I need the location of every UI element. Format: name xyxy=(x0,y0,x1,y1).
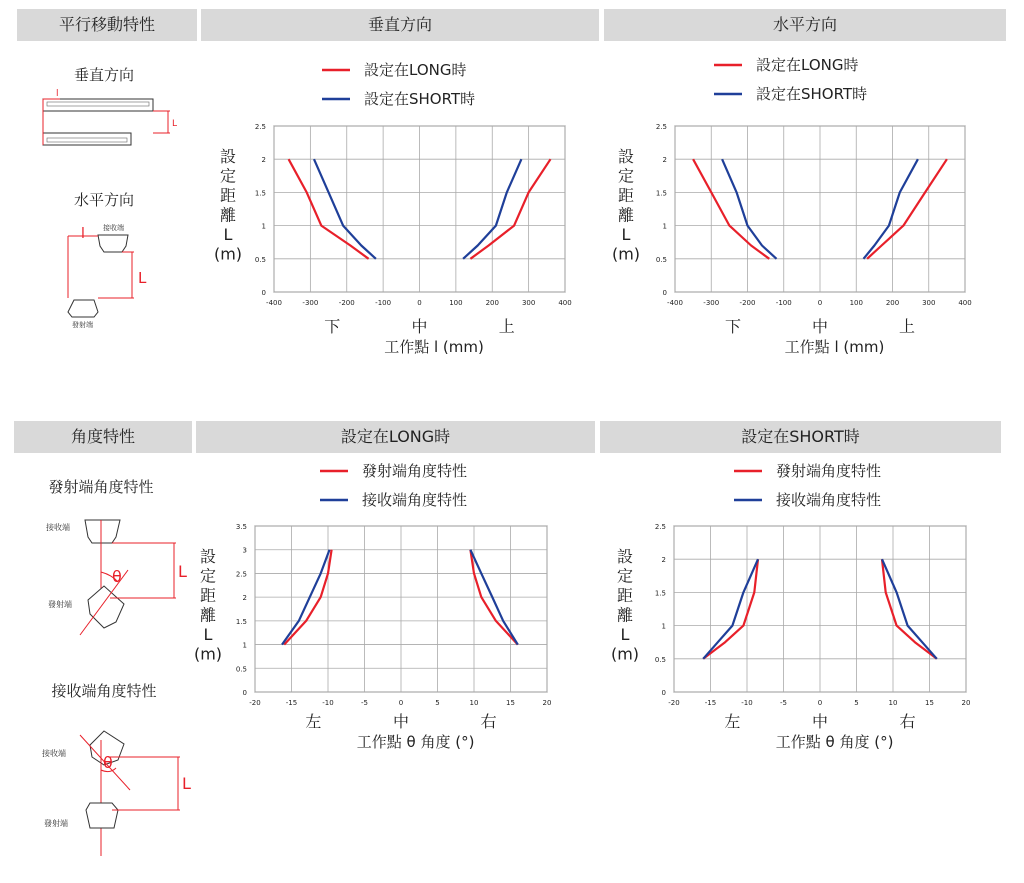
emitter-label: 發射端 xyxy=(72,321,93,329)
y-axis-label: 定 xyxy=(219,166,237,186)
legend-label: 設定在SHORT時 xyxy=(756,85,868,103)
x-tick-label: -200 xyxy=(739,299,756,307)
y-axis-label: 距 xyxy=(616,586,634,605)
x-tick-label: -20 xyxy=(249,699,261,707)
y-tick-label: 1 xyxy=(662,222,667,231)
distance-l-label: L xyxy=(178,562,187,581)
receiver-label: 接收端 xyxy=(42,749,66,758)
direction-label: 左 xyxy=(305,712,322,731)
x-tick-label: -100 xyxy=(375,299,392,307)
x-axis-label: 工作點 l (mm) xyxy=(384,338,484,356)
x-tick-label: 5 xyxy=(435,699,440,707)
distance-l-label: L xyxy=(182,774,191,793)
y-tick-label: 2.5 xyxy=(655,123,667,131)
legend-label: 設定在LONG時 xyxy=(756,56,859,74)
x-tick-label: 400 xyxy=(558,299,572,307)
header-horizontal: 水平方向 xyxy=(604,9,1006,41)
x-tick-label: -20 xyxy=(668,699,680,707)
x-tick-label: -100 xyxy=(775,299,792,307)
y-axis-label: 離 xyxy=(616,605,634,625)
header-vertical: 垂直方向 xyxy=(201,9,599,41)
y-axis-label: L xyxy=(621,225,631,244)
x-tick-label: 200 xyxy=(885,299,900,307)
diagram-emitter-angle xyxy=(46,478,187,635)
y-axis-label: 定 xyxy=(617,166,635,186)
direction-label: 左 xyxy=(724,712,741,731)
x-tick-label: 15 xyxy=(925,699,934,707)
receiver-sensor-shape xyxy=(43,99,153,111)
y-tick-label: 2 xyxy=(662,156,667,165)
y-axis-label: 距 xyxy=(219,186,237,205)
y-axis-label: 設 xyxy=(617,147,635,166)
x-tick-label: 10 xyxy=(469,699,479,707)
header-parallel: 平行移動特性 xyxy=(17,9,197,41)
y-axis-label: 定 xyxy=(199,566,217,586)
x-tick-label: 5 xyxy=(854,699,859,707)
y-tick-label: 2 xyxy=(261,156,266,165)
x-tick-label: 200 xyxy=(485,299,499,307)
direction-label: 下 xyxy=(324,317,341,336)
y-tick-label: 0.5 xyxy=(235,665,247,674)
chart-parallel-horizontal xyxy=(612,56,972,356)
x-tick-label: 15 xyxy=(506,699,515,707)
legend-label: 接收端角度特性 xyxy=(362,491,468,509)
direction-label: 中 xyxy=(411,317,428,336)
legend-label: 發射端角度特性 xyxy=(776,462,882,480)
y-tick-label: 3.5 xyxy=(235,523,247,531)
y-axis-label: 定 xyxy=(616,566,634,586)
y-axis-label: (m) xyxy=(611,244,641,264)
y-tick-label: 1.5 xyxy=(254,189,266,198)
x-tick-label: -15 xyxy=(704,699,717,707)
x-tick-label: -200 xyxy=(338,299,355,307)
y-tick-label: 1.5 xyxy=(235,617,247,626)
x-tick-label: 100 xyxy=(449,299,463,307)
x-tick-label: -10 xyxy=(322,699,334,707)
x-tick-label: 10 xyxy=(888,699,898,707)
legend-label: 發射端角度特性 xyxy=(362,462,468,480)
direction-label: 下 xyxy=(724,317,742,336)
emitter-sensor-shape xyxy=(88,586,124,628)
y-tick-label: 1.5 xyxy=(655,189,667,198)
direction-label: 上 xyxy=(498,317,515,336)
y-tick-label: 2.5 xyxy=(654,523,666,531)
emitter-label: 發射端 xyxy=(48,600,72,609)
diagram-parallel-horizontal xyxy=(68,191,147,329)
diagram-vertical-title: 垂直方向 xyxy=(73,66,135,84)
x-tick-label: 0 xyxy=(817,299,823,307)
y-axis-label: 設 xyxy=(616,547,634,566)
header-long: 設定在LONG時 xyxy=(196,421,595,453)
direction-label: 右 xyxy=(480,712,497,731)
receiver-sensor-shape xyxy=(98,235,128,252)
y-tick-label: 3 xyxy=(242,546,247,555)
distance-l-label: L xyxy=(172,119,178,129)
direction-label: 中 xyxy=(392,712,410,731)
theta-label: θ xyxy=(112,567,122,586)
receiver-label: 接收端 xyxy=(46,523,70,532)
y-tick-label: 1 xyxy=(242,641,247,650)
x-tick-label: -5 xyxy=(780,699,787,707)
x-axis-label: 工作點 l (mm) xyxy=(784,338,885,356)
y-tick-label: 2.5 xyxy=(254,123,266,131)
y-tick-label: 0 xyxy=(261,289,266,297)
legend-label: 接收端角度特性 xyxy=(776,491,882,509)
y-axis-label: 設 xyxy=(199,547,217,566)
y-axis-label: 距 xyxy=(617,186,635,205)
chart-angle-short xyxy=(611,462,971,751)
direction-label: 上 xyxy=(898,317,916,336)
y-tick-label: 2.5 xyxy=(235,570,247,579)
x-tick-label: 400 xyxy=(958,299,972,307)
legend-label: 設定在LONG時 xyxy=(364,61,467,79)
x-tick-label: -15 xyxy=(285,699,298,707)
y-axis-label: 離 xyxy=(617,205,635,225)
x-tick-label: -400 xyxy=(266,299,282,307)
theta-label: θ xyxy=(103,753,113,772)
y-axis-label: 設 xyxy=(219,147,237,166)
x-tick-label: -400 xyxy=(667,299,683,307)
y-axis-label: 離 xyxy=(219,205,237,225)
x-axis-label: 工作點 θ 角度 (°) xyxy=(775,733,894,751)
receiver-label: 接收端 xyxy=(103,224,124,232)
header-angle: 角度特性 xyxy=(14,421,192,453)
y-tick-label: 0.5 xyxy=(655,255,667,264)
x-tick-label: 0 xyxy=(817,699,823,707)
emitter-sensor-shape xyxy=(43,133,131,145)
x-tick-label: 20 xyxy=(961,699,971,707)
receiver-angle-title: 接收端角度特性 xyxy=(51,682,157,700)
x-tick-label: 0 xyxy=(398,699,404,707)
x-tick-label: -300 xyxy=(302,299,319,307)
y-axis-label: 離 xyxy=(199,605,217,625)
y-axis-label: (m) xyxy=(213,244,243,264)
x-tick-label: -300 xyxy=(703,299,720,307)
x-tick-label: 0 xyxy=(417,299,422,307)
diagram-receiver-angle xyxy=(42,682,191,856)
x-tick-label: 300 xyxy=(922,299,936,307)
y-axis-label: (m) xyxy=(193,644,223,664)
chart-parallel-vertical xyxy=(214,61,572,356)
y-tick-label: 0.5 xyxy=(254,255,266,264)
y-tick-label: 0 xyxy=(661,689,666,697)
y-axis-label: L xyxy=(620,625,630,644)
direction-label: 中 xyxy=(811,712,829,731)
x-tick-label: -5 xyxy=(361,699,368,707)
emitter-sensor-shape xyxy=(68,300,98,317)
y-tick-label: 0 xyxy=(242,689,247,697)
offset-l-label: l xyxy=(56,89,59,99)
y-axis-label: (m) xyxy=(610,644,640,664)
x-tick-label: -10 xyxy=(741,699,753,707)
y-axis-label: L xyxy=(203,625,213,644)
emitter-label: 發射端 xyxy=(44,819,68,828)
x-axis-label: 工作點 θ 角度 (°) xyxy=(356,733,475,751)
distance-l-label: L xyxy=(138,269,147,287)
diagram-horizontal-title: 水平方向 xyxy=(73,191,135,209)
emitter-angle-title: 發射端角度特性 xyxy=(48,478,154,496)
y-tick-label: 1 xyxy=(661,622,666,631)
direction-label: 右 xyxy=(899,712,916,731)
x-tick-label: 300 xyxy=(521,299,536,307)
x-tick-label: 20 xyxy=(542,699,552,707)
y-tick-label: 0.5 xyxy=(654,655,666,664)
y-axis-label: L xyxy=(223,225,233,244)
emitter-sensor-shape xyxy=(86,803,118,828)
receiver-sensor-shape xyxy=(85,520,120,543)
chart-angle-long xyxy=(194,462,552,751)
x-tick-label: 100 xyxy=(849,299,863,307)
y-axis-label: 距 xyxy=(199,586,217,605)
legend-label: 設定在SHORT時 xyxy=(364,90,476,108)
y-tick-label: 2 xyxy=(242,594,247,603)
y-tick-label: 1 xyxy=(261,222,266,231)
direction-label: 中 xyxy=(811,317,829,336)
y-tick-label: 0 xyxy=(662,289,667,297)
y-tick-label: 2 xyxy=(661,556,666,565)
header-short: 設定在SHORT時 xyxy=(600,421,1001,453)
offset-l-label: l xyxy=(81,226,85,242)
y-tick-label: 1.5 xyxy=(654,589,666,598)
diagram-parallel-vertical xyxy=(43,66,177,145)
